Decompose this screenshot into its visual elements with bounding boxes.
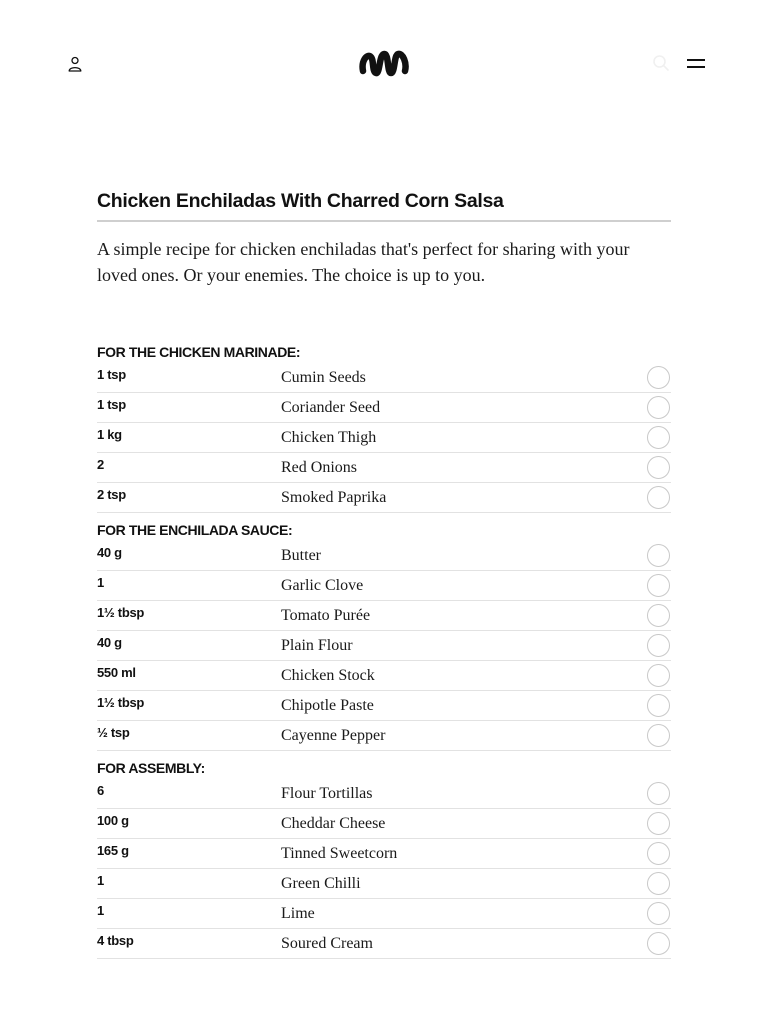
ingredient-row [97, 393, 671, 423]
ingredient-checkbox[interactable] [647, 724, 670, 747]
ingredient-checkbox[interactable] [647, 426, 670, 449]
ingredient-name: Plain Flour [281, 636, 353, 654]
ingredient-name: Smoked Paprika [281, 488, 387, 506]
ingredient-quantity: 1 tsp [97, 397, 126, 412]
ingredient-name: Red Onions [281, 458, 357, 476]
ingredient-row [97, 661, 671, 691]
ingredient-checkbox[interactable] [647, 634, 670, 657]
ingredient-name: Green Chilli [281, 874, 361, 892]
ingredient-checkbox[interactable] [647, 842, 670, 865]
ingredient-name: Butter [281, 546, 321, 564]
ingredient-checkbox[interactable] [647, 456, 670, 479]
ingredient-row [97, 423, 671, 453]
ingredient-name: Tomato Purée [281, 606, 371, 624]
ingredient-quantity: 6 [97, 783, 104, 798]
ingredient-checkbox[interactable] [647, 872, 670, 895]
ingredient-checkbox[interactable] [647, 782, 670, 805]
ingredient-row [97, 541, 671, 571]
ingredient-name: Chipotle Paste [281, 696, 374, 714]
ingredient-name: Garlic Clove [281, 576, 364, 594]
ingredient-name: Chicken Thigh [281, 428, 377, 446]
hamburger-menu-icon [687, 66, 705, 68]
ingredient-checkbox[interactable] [647, 664, 670, 687]
ingredient-name: Lime [281, 904, 315, 922]
ingredient-row [97, 809, 671, 839]
ingredient-section-title: FOR THE CHICKEN MARINADE: [97, 344, 301, 360]
ingredient-checkbox[interactable] [647, 366, 670, 389]
ingredient-row [97, 721, 671, 751]
ingredient-section [97, 757, 671, 959]
ingredient-quantity: 1 kg [97, 427, 122, 442]
ingredient-section [97, 519, 671, 751]
hamburger-menu-icon [687, 59, 705, 61]
ingredient-section-title: FOR THE ENCHILADA SAUCE: [97, 522, 293, 538]
ingredient-checkbox[interactable] [647, 396, 670, 419]
ingredient-quantity: 1 [97, 903, 104, 918]
ingredient-name: Soured Cream [281, 934, 373, 952]
menu-button[interactable] [685, 55, 709, 73]
ingredient-checkbox[interactable] [647, 544, 670, 567]
ingredient-name: Cheddar Cheese [281, 814, 386, 832]
account-button[interactable] [66, 55, 84, 73]
ingredient-checkbox[interactable] [647, 932, 670, 955]
ingredients-list [97, 341, 671, 959]
ingredient-section [97, 341, 671, 513]
ingredient-quantity: 165 g [97, 843, 129, 858]
ingredient-quantity: 2 tsp [97, 487, 126, 502]
ingredient-quantity: 100 g [97, 813, 129, 828]
brand-logo-icon [358, 45, 410, 83]
ingredient-name: Cayenne Pepper [281, 726, 386, 744]
ingredient-quantity: 550 ml [97, 665, 136, 680]
ingredient-row [97, 571, 671, 601]
site-header [0, 0, 768, 130]
ingredient-name: Tinned Sweetcorn [281, 844, 398, 862]
ingredient-quantity: 40 g [97, 635, 122, 650]
ingredient-row [97, 601, 671, 631]
ingredient-row [97, 453, 671, 483]
search-icon [652, 54, 670, 72]
recipe-description: A simple recipe for chicken enchiladas that's perfect for sharing with your loved ones. Or your enemies. The choice is up to you. [97, 239, 630, 285]
ingredient-quantity: ½ tsp [97, 725, 130, 740]
ingredient-name: Chicken Stock [281, 666, 375, 684]
ingredient-name: Flour Tortillas [281, 784, 373, 802]
ingredient-quantity: 4 tbsp [97, 933, 134, 948]
ingredient-name: Coriander Seed [281, 398, 381, 416]
recipe-title: Chicken Enchiladas With Charred Corn Salsa [97, 186, 671, 222]
search-button[interactable] [652, 54, 672, 74]
ingredient-row [97, 839, 671, 869]
ingredient-row [97, 869, 671, 899]
ingredient-checkbox[interactable] [647, 902, 670, 925]
ingredient-quantity: 1 [97, 873, 104, 888]
ingredient-quantity: 1½ tbsp [97, 695, 145, 710]
ingredient-checkbox[interactable] [647, 574, 670, 597]
ingredient-section-title: FOR ASSEMBLY: [97, 760, 205, 776]
ingredient-quantity: 1½ tbsp [97, 605, 145, 620]
ingredient-quantity: 1 [97, 575, 104, 590]
ingredient-row [97, 483, 671, 513]
ingredient-checkbox[interactable] [647, 604, 670, 627]
ingredient-row [97, 691, 671, 721]
ingredient-name: Cumin Seeds [281, 368, 366, 386]
ingredient-checkbox[interactable] [647, 486, 670, 509]
site-logo[interactable] [358, 45, 410, 83]
ingredient-quantity: 2 [97, 457, 104, 472]
ingredient-checkbox[interactable] [647, 812, 670, 835]
ingredient-row [97, 929, 671, 959]
ingredient-row [97, 779, 671, 809]
ingredient-quantity: 1 tsp [97, 367, 126, 382]
ingredient-row [97, 899, 671, 929]
user-icon [68, 56, 82, 72]
recipe-content [97, 186, 671, 959]
ingredient-checkbox[interactable] [647, 694, 670, 717]
ingredient-row [97, 631, 671, 661]
ingredient-row [97, 363, 671, 393]
ingredient-quantity: 40 g [97, 545, 122, 560]
